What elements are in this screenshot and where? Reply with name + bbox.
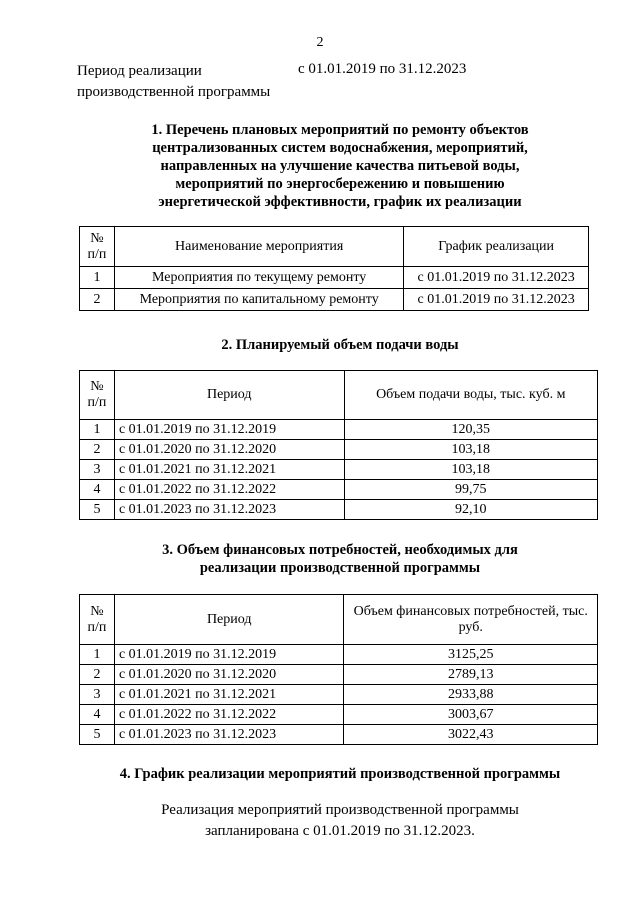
header-cell: Наименование мероприятия	[114, 227, 403, 267]
header-cell: График реализации	[404, 227, 589, 267]
table-cell: 5	[80, 500, 115, 520]
header-cell: № п/п	[80, 227, 115, 267]
section3-title-line: реализации производственной программы	[199, 560, 481, 576]
table-cell: 1	[80, 420, 115, 440]
table-cell: 120,35	[344, 420, 597, 440]
table-cell: 92,10	[344, 500, 597, 520]
table-cell: с 01.01.2021 по 31.12.2021	[114, 460, 344, 480]
section1-title	[60, 121, 620, 211]
table-cell: с 01.01.2023 по 31.12.2023	[114, 500, 344, 520]
header-cell: № п/п	[80, 595, 115, 645]
table-cell: с 01.01.2020 по 31.12.2020	[114, 665, 344, 685]
table-cell: с 01.01.2021 по 31.12.2021	[114, 685, 344, 705]
table-row	[80, 460, 598, 480]
table-cell: 2	[80, 440, 115, 460]
table-cell: с 01.01.2020 по 31.12.2020	[114, 440, 344, 460]
table-cell: 3125,25	[344, 645, 598, 665]
table-cell: с 01.01.2019 по 31.12.2019	[114, 420, 344, 440]
table-row	[80, 420, 598, 440]
section1-title-line: мероприятий по энергосбережению и повышению	[175, 176, 505, 192]
table-cell: с 01.01.2019 по 31.12.2023	[404, 267, 589, 289]
table-row	[80, 440, 598, 460]
table-header-row	[80, 371, 598, 420]
table-cell: 1	[80, 267, 115, 289]
table-row	[80, 289, 589, 311]
section1-title-line: централизованных систем водоснабжения, мероприятий,	[152, 140, 528, 156]
table-cell: 103,18	[344, 460, 597, 480]
section1-title-line: 1. Перечень плановых мероприятий по ремонту объектов	[151, 122, 529, 138]
table-cell: с 01.01.2023 по 31.12.2023	[114, 725, 344, 745]
section4-paragraph-line: запланирована с 01.01.2019 по 31.12.2023.	[205, 823, 475, 839]
table-cell: 1	[80, 645, 115, 665]
period-value: с 01.01.2019 по 31.12.2023	[298, 61, 467, 77]
table-cell: 3003,67	[344, 705, 598, 725]
table-row	[80, 705, 598, 725]
table-cell: 3	[80, 685, 115, 705]
table-cell: 3	[80, 460, 115, 480]
table-cell: с 01.01.2022 по 31.12.2022	[114, 480, 344, 500]
header-cell: Период	[114, 371, 344, 420]
table-row	[80, 267, 589, 289]
section1-title-line: направленных на улучшение качества питьевой воды,	[160, 158, 520, 174]
table-cell: 4	[80, 705, 115, 725]
table-header-row	[80, 595, 598, 645]
period-label-line2: производственной программы	[77, 84, 271, 100]
table-cell: 3022,43	[344, 725, 598, 745]
section3-title-line: 3. Объем финансовых потребностей, необходимых для	[162, 542, 518, 558]
table-cell: 99,75	[344, 480, 597, 500]
table-cell: 5	[80, 725, 115, 745]
section4-paragraph	[0, 800, 640, 842]
table-cell: 103,18	[344, 440, 597, 460]
header-cell: Объем финансовых потребностей, тыс. руб.	[344, 595, 598, 645]
water-volume-table	[79, 370, 598, 520]
section4-title: 4. График реализации мероприятий производственной программы	[119, 766, 561, 782]
section2-title: 2. Планируемый объем подачи воды	[221, 337, 459, 353]
section1-title-line: энергетической эффективности, график их реализации	[158, 194, 522, 210]
table-row	[80, 725, 598, 745]
table-cell: с 01.01.2022 по 31.12.2022	[114, 705, 344, 725]
table-row	[80, 645, 598, 665]
financial-needs-table	[79, 594, 598, 745]
page-number: 2	[316, 35, 324, 50]
header-cell: Объем подачи воды, тыс. куб. м	[344, 371, 597, 420]
table-cell: Мероприятия по текущему ремонту	[114, 267, 403, 289]
table-cell: 2	[80, 665, 115, 685]
table-cell: с 01.01.2019 по 31.12.2019	[114, 645, 344, 665]
period-label	[77, 61, 270, 103]
section3-title	[60, 541, 620, 577]
header-cell: Период	[114, 595, 344, 645]
table-cell: 2933,88	[344, 685, 598, 705]
table-cell: 4	[80, 480, 115, 500]
table-cell: Мероприятия по капитальному ремонту	[114, 289, 403, 311]
header-cell: № п/п	[80, 371, 115, 420]
period-label-line1: Период реализации	[77, 63, 202, 79]
table-row	[80, 480, 598, 500]
table-header-row	[80, 227, 589, 267]
table-row	[80, 500, 598, 520]
table-cell: с 01.01.2019 по 31.12.2023	[404, 289, 589, 311]
table-cell: 2789,13	[344, 665, 598, 685]
table-cell: 2	[80, 289, 115, 311]
table-row	[80, 665, 598, 685]
measures-table	[79, 226, 589, 311]
section4-paragraph-line: Реализация мероприятий производственной программы	[161, 802, 519, 818]
table-row	[80, 685, 598, 705]
